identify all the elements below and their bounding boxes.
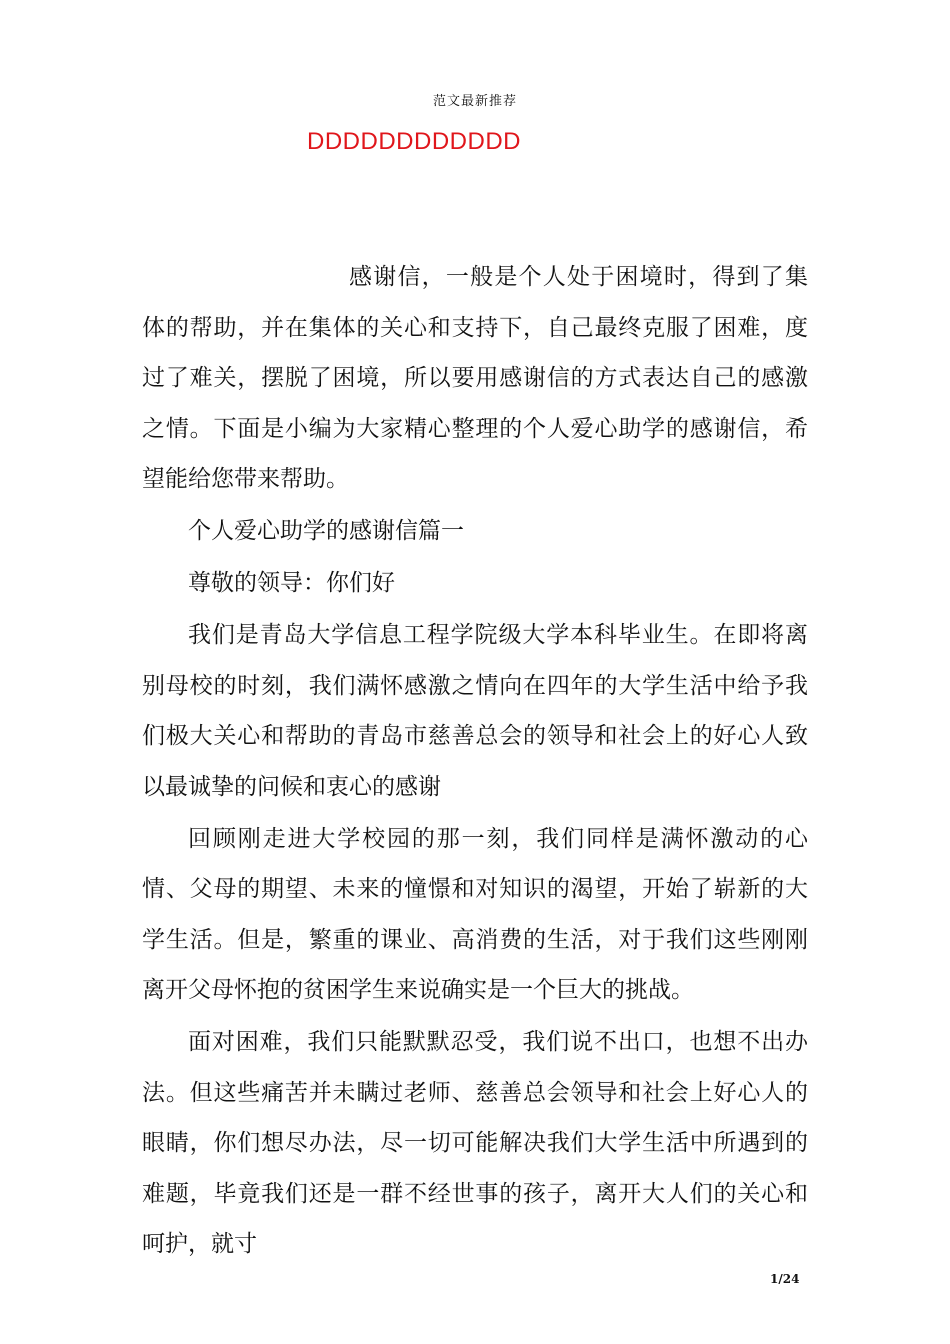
document-body bbox=[142, 252, 808, 1271]
section-heading: 个人爱心助学的感谢信篇一 bbox=[188, 518, 464, 544]
page-number: 1/24 bbox=[770, 1272, 800, 1286]
body-paragraph: 我们是青岛大学信息工程学院级大学本科毕业生。在即将离别母校的时刻，我们满怀感激之情向在四年的大学生活中给予我们极大关心和帮助的青岛市慈善总会的领导和社会上的好心人致以最诚挚的问候和衷心的感谢 bbox=[142, 622, 808, 800]
salutation: 尊敬的领导：你们好 bbox=[188, 570, 395, 596]
page-header: 范文最新推荐 bbox=[432, 94, 517, 109]
body-paragraph: 回顾刚走进大学校园的那一刻，我们同样是满怀激动的心情、父母的期望、未来的憧憬和对知识的渴望，开始了崭新的大学生活。但是，繁重的课业、高消费的生活，对于我们这些刚刚离开父母怀抱的贫困学生来说确实是一个巨大的挑战。 bbox=[142, 825, 808, 1003]
document-title: DDDDDDDDDDDD bbox=[307, 128, 521, 155]
intro-paragraph: 感谢信，一般是个人处于困境时，得到了集体的帮助，并在集体的关心和支持下，自己最终克服了困难，度过了难关，摆脱了困境，所以要用感谢信的方式表达自己的感激之情。下面是小编为大家精心整理的个人爱心助学的感谢信，希望能给您带来帮助。 bbox=[142, 264, 808, 492]
body-paragraph: 面对困难，我们只能默默忍受，我们说不出口，也想不出办法。但这些痛苦并未瞒过老师、慈善总会领导和社会上好心人的眼睛，你们想尽办法，尽一切可能解决我们大学生活中所遇到的难题，毕竟我们还是一群不经世事的孩子，离开大人们的关心和呵护，就寸 bbox=[142, 1029, 808, 1257]
